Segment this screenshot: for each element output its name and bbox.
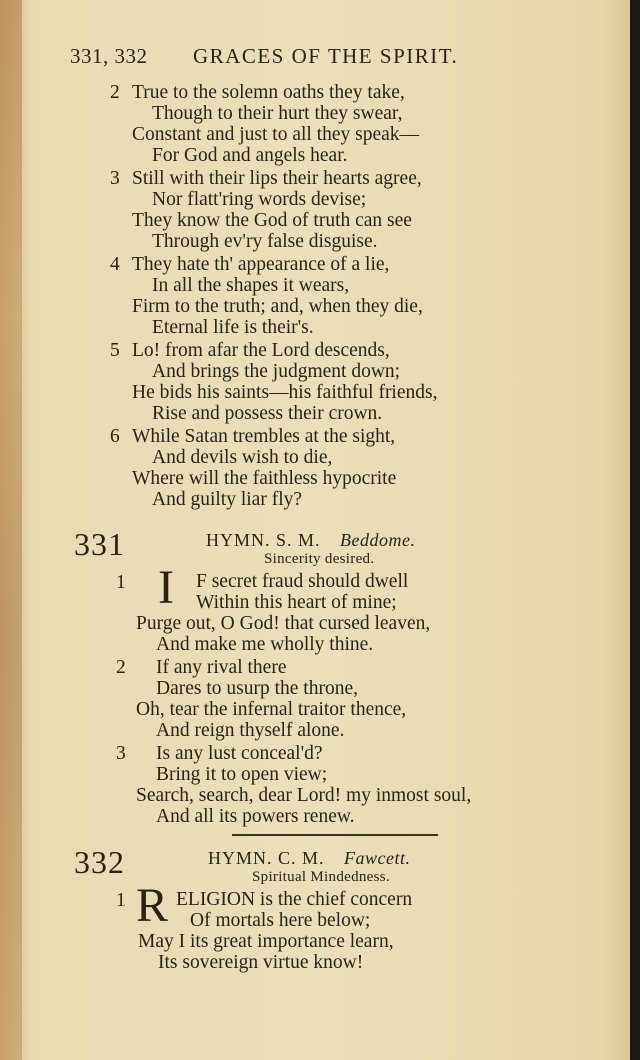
drop-cap: R bbox=[136, 879, 169, 932]
page-edge-right bbox=[630, 0, 640, 1060]
hymn-number: 332 bbox=[74, 844, 125, 880]
verse-line: And make me wholly thine. bbox=[156, 634, 374, 655]
verse-line: And guilty liar fly? bbox=[152, 489, 303, 510]
verse-line: Nor flatt'ring words devise; bbox=[152, 189, 367, 210]
verse-line: Eternal life is their's. bbox=[152, 317, 314, 338]
verse-line: And brings the judgment down; bbox=[152, 361, 401, 382]
verse-line: While Satan trembles at the sight, bbox=[132, 426, 396, 447]
hymn-subtitle: Spiritual Mindedness. bbox=[252, 869, 390, 885]
verse-line: Is any lust conceal'd? bbox=[156, 743, 323, 764]
stanza-number: 3 bbox=[116, 743, 126, 764]
stanza-number: 3 bbox=[110, 168, 120, 189]
verse-line: And devils wish to die, bbox=[152, 447, 333, 468]
stanza-number: 2 bbox=[110, 82, 120, 103]
verse-line: And reign thyself alone. bbox=[156, 720, 345, 741]
verse-line: Purge out, O God! that cursed leaven, bbox=[136, 613, 431, 634]
section-divider bbox=[232, 834, 438, 836]
verse-line: Through ev'ry false disguise. bbox=[152, 231, 378, 252]
verse-line: Still with their lips their hearts agree, bbox=[132, 168, 422, 189]
hymn-author: Fawcett. bbox=[344, 848, 411, 868]
verse-line: May I its great importance learn, bbox=[138, 931, 394, 952]
verse-line: And all its powers renew. bbox=[156, 806, 355, 827]
drop-cap: I bbox=[158, 561, 174, 614]
verse-line: Bring it to open view; bbox=[156, 764, 328, 785]
verse-line: Within this heart of mine; bbox=[196, 592, 397, 613]
hymn-heading bbox=[206, 530, 416, 551]
verse-line: ELIGION is the chief concern bbox=[176, 889, 413, 910]
stanza-number: 4 bbox=[110, 254, 120, 275]
verse-line: If any rival there bbox=[156, 657, 287, 678]
verse-line: Constant and just to all they speak— bbox=[132, 124, 420, 145]
verse-line: F secret fraud should dwell bbox=[196, 571, 409, 592]
hymn-author: Beddome. bbox=[340, 530, 416, 550]
verse-line: They know the God of truth can see bbox=[132, 210, 412, 231]
verse-line: Dares to usurp the throne, bbox=[156, 678, 358, 699]
stanza-number: 1 bbox=[116, 572, 126, 593]
page-header bbox=[70, 44, 610, 74]
hymn-meter: HYMN. S. M. bbox=[206, 530, 321, 550]
verse-line: They hate th' appearance of a lie, bbox=[132, 254, 390, 275]
verse-line: Though to their hurt they swear, bbox=[152, 103, 403, 124]
hymn-subtitle: Sincerity desired. bbox=[264, 551, 375, 567]
verse-line: Search, search, dear Lord! my inmost soul, bbox=[136, 785, 472, 806]
stanza-number: 6 bbox=[110, 426, 120, 447]
hymn-number: 331 bbox=[74, 526, 125, 562]
page-edge-left bbox=[0, 0, 22, 1060]
hymn-heading bbox=[208, 848, 411, 869]
verse-line: True to the solemn oaths they take, bbox=[132, 82, 405, 103]
verse-line: Firm to the truth; and, when they die, bbox=[132, 296, 423, 317]
verse-line: Its sovereign virtue know! bbox=[158, 952, 364, 973]
stanza-number: 1 bbox=[116, 890, 126, 911]
stanza-number: 5 bbox=[110, 340, 120, 361]
verse-line: Lo! from afar the Lord descends, bbox=[132, 340, 390, 361]
verse-line: Oh, tear the infernal traitor thence, bbox=[136, 699, 407, 720]
page-title: GRACES OF THE SPIRIT. bbox=[193, 44, 459, 68]
hymn-meter: HYMN. C. M. bbox=[208, 848, 325, 868]
verse-line: In all the shapes it wears, bbox=[152, 275, 350, 296]
verse-line: Rise and possess their crown. bbox=[152, 403, 383, 424]
verse-line: For God and angels hear. bbox=[152, 145, 348, 166]
stanza-number: 2 bbox=[116, 657, 126, 678]
page-numbers: 331, 332 bbox=[70, 44, 148, 68]
verse-line: He bids his saints—his faithful friends, bbox=[132, 382, 438, 403]
verse-line: Of mortals here below; bbox=[190, 910, 371, 931]
verse-line: Where will the faithless hypocrite bbox=[132, 468, 397, 489]
